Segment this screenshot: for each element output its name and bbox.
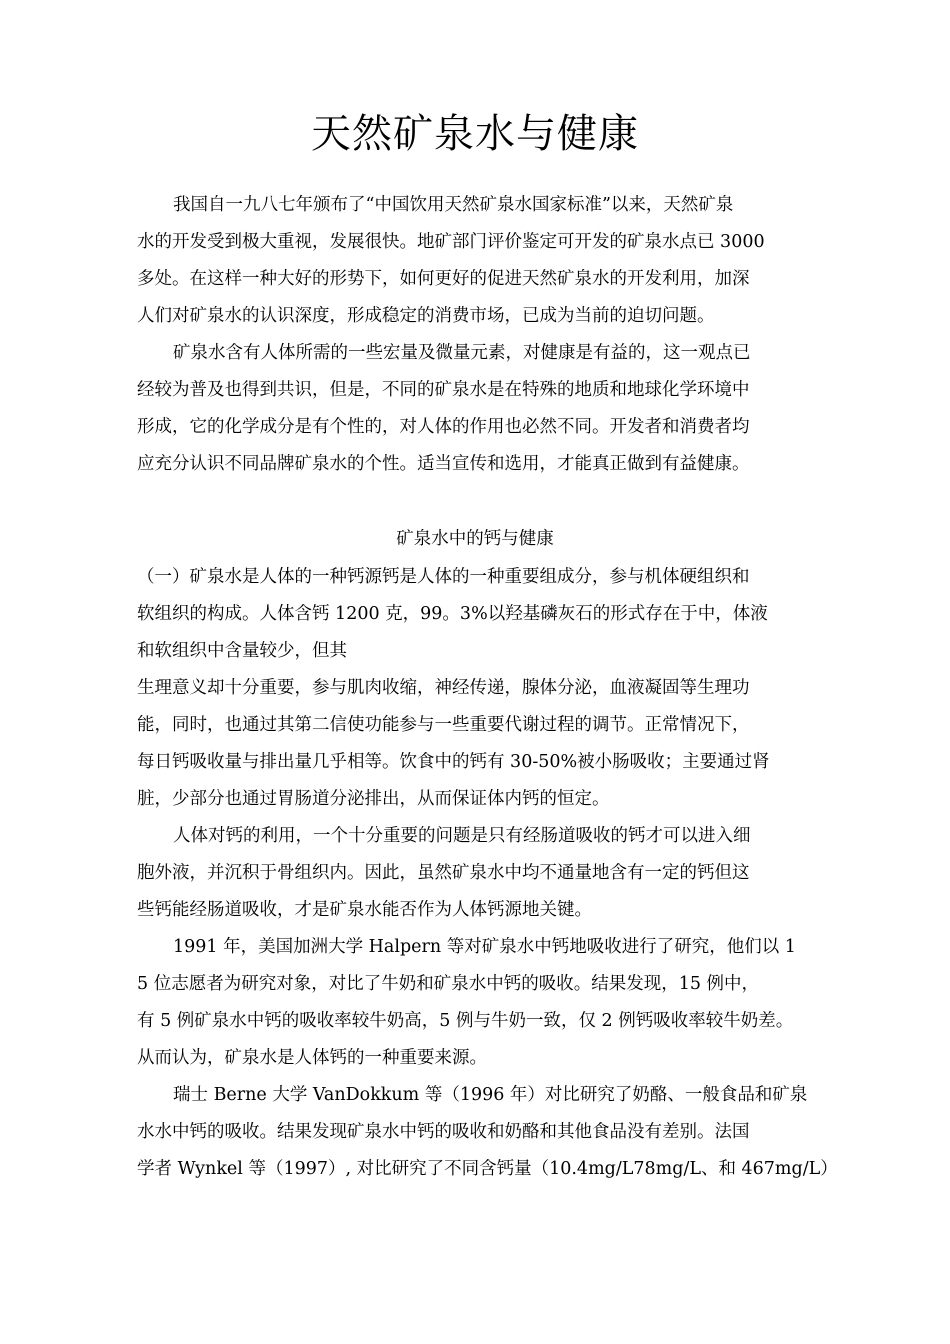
- paragraph-line: 瑞士 Berne 大学 VanDokkum 等（1996 年）对比研究了奶酪、一般食品和矿泉: [173, 1085, 808, 1105]
- paragraph-line: 人们对矿泉水的认识深度，形成稳定的消费市场，已成为当前的迫切问题。: [137, 306, 715, 326]
- paragraph-line: 5 位志愿者为研究对象，对比了牛奶和矿泉水中钙的吸收。结果发现，15 例中，: [137, 974, 760, 994]
- paragraph-line: 人体对钙的利用，一个十分重要的问题是只有经肠道吸收的钙才可以进入细: [173, 826, 751, 846]
- paragraph-line: 每日钙吸收量与排出量几乎相等。饮食中的钙有 30-50%被小肠吸收；主要通过肾: [137, 752, 770, 772]
- paragraph-line: 应充分认识不同品牌矿泉水的个性。适当宣传和选用，才能真正做到有益健康。: [137, 454, 750, 474]
- paragraph-line: 能，同时，也通过其第二信使功能参与一些重要代谢过程的调节。正常情况下，: [137, 715, 750, 735]
- paragraph-line: 我国自一九八七年颁布了“中国饮用天然矿泉水国家标准”以来，天然矿泉: [173, 195, 734, 215]
- paragraph-line: 生理意义却十分重要，参与肌肉收缩，神经传递，腺体分泌，血液凝固等生理功: [137, 678, 750, 698]
- document-title: 天然矿泉水与健康: [311, 111, 639, 157]
- paragraph-line: 和软组织中含量较少，但其: [137, 641, 347, 661]
- paragraph-line: 1991 年，美国加洲大学 Halpern 等对矿泉水中钙地吸收进行了研究，他们以 1: [173, 937, 796, 957]
- paragraph-line: 学者 Wynkel 等（1997）, 对比研究了不同含钙量（10.4mg/L78mg/L、和 467mg/L）: [137, 1159, 838, 1179]
- section-heading: 矿泉水中的钙与健康: [396, 529, 554, 549]
- paragraph-line: 胞外液，并沉积于骨组织内。因此，虽然矿泉水中均不通量地含有一定的钙但这: [137, 863, 750, 883]
- paragraph-line: 水的开发受到极大重视，发展很快。地矿部门评价鉴定可开发的矿泉水点已 3000: [137, 232, 765, 252]
- paragraph-line: 多处。在这样一种大好的形势下，如何更好的促进天然矿泉水的开发利用，加深: [137, 269, 750, 289]
- paragraph-line: 经较为普及也得到共识，但是，不同的矿泉水是在特殊的地质和地球化学环境中: [137, 380, 750, 400]
- paragraph-line: 脏，少部分也通过胃肠道分泌排出，从而保证体内钙的恒定。: [137, 789, 610, 809]
- paragraph-line: 从而认为，矿泉水是人体钙的一种重要来源。: [137, 1048, 487, 1068]
- paragraph-line: 些钙能经肠道吸收，才是矿泉水能否作为人体钙源地关键。: [137, 900, 592, 920]
- paragraph-line: 形成，它的化学成分是有个性的，对人体的作用也必然不同。开发者和消费者均: [137, 417, 750, 437]
- paragraph-line: 软组织的构成。人体含钙 1200 克，99。3%以羟基磷灰石的形式存在于中，体液: [137, 604, 768, 624]
- paragraph-line: 矿泉水含有人体所需的一些宏量及微量元素，对健康是有益的，这一观点已: [173, 343, 751, 363]
- paragraph-line: （一）矿泉水是人体的一种钙源钙是人体的一种重要组成分，参与机体硬组织和: [137, 567, 750, 587]
- paragraph-line: 有 5 例矿泉水中钙的吸收率较牛奶高，5 例与牛奶一致，仅 2 例钙吸收率较牛奶差。: [137, 1011, 794, 1031]
- paragraph-line: 水水中钙的吸收。结果发现矿泉水中钙的吸收和奶酪和其他食品没有差别。法国: [137, 1122, 750, 1142]
